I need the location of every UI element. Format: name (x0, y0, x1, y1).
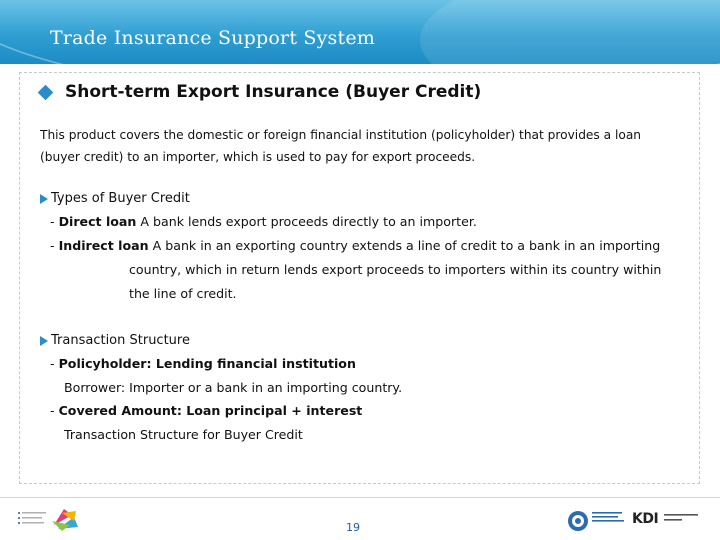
ministry-logo-text (592, 511, 626, 525)
indirect-loan-text-continued: the line of credit. (129, 286, 237, 301)
direct-loan-text: A bank lends export proceeds directly to an importer. (140, 214, 477, 229)
types-heading (40, 191, 190, 206)
ministry-seal-logo (567, 510, 589, 532)
direct-loan-label: Direct loan (58, 214, 137, 229)
direct-loan-item (50, 214, 477, 229)
arrow-right-icon (40, 336, 48, 346)
kdi-logo: KDI (632, 511, 659, 527)
dash: - (50, 238, 55, 253)
partner-logo-left (14, 503, 84, 535)
intro-line: This product covers the domestic or foreign financial institution (policyholder) that provides a loan (40, 128, 642, 142)
intro-paragraph (40, 124, 680, 168)
section-heading (40, 82, 481, 102)
intro-line: (buyer credit) to an importer, which is used to pay for export proceeds. (40, 150, 476, 164)
indirect-loan-text: A bank in an exporting country extends a line of credit to a bank in an importing (152, 238, 661, 253)
borrower-text: Borrower: Importer or a bank in an importing country. (64, 380, 403, 395)
arrow-right-icon (40, 194, 48, 204)
kdi-logo-subtext (664, 513, 704, 527)
structure-heading-label: Transaction Structure (51, 333, 190, 348)
footer-divider (0, 497, 720, 498)
header-decoration (420, 0, 720, 64)
header-banner (0, 0, 720, 64)
indirect-loan-item (50, 238, 660, 253)
dash: - (50, 403, 55, 418)
dash: - (50, 214, 55, 229)
indirect-loan-label: Indirect loan (58, 238, 149, 253)
structure-heading (40, 333, 190, 348)
structure-caption: Transaction Structure for Buyer Credit (64, 427, 303, 442)
covered-amount-text: Covered Amount: Loan principal + interest (58, 403, 363, 418)
section-title: Short-term Export Insurance (Buyer Credit) (65, 82, 482, 102)
dash: - (50, 356, 55, 371)
page-header-title: Trade Insurance Support System (50, 27, 376, 49)
covered-amount-item (50, 403, 362, 418)
page-number: 19 (346, 521, 360, 534)
diamond-icon (38, 84, 54, 100)
types-heading-label: Types of Buyer Credit (51, 191, 190, 206)
indirect-loan-text-continued: country, which in return lends export proceeds to importers within its country within (129, 262, 662, 277)
policyholder-item (50, 356, 356, 371)
policyholder-text: Policyholder: Lending financial institution (58, 356, 356, 371)
